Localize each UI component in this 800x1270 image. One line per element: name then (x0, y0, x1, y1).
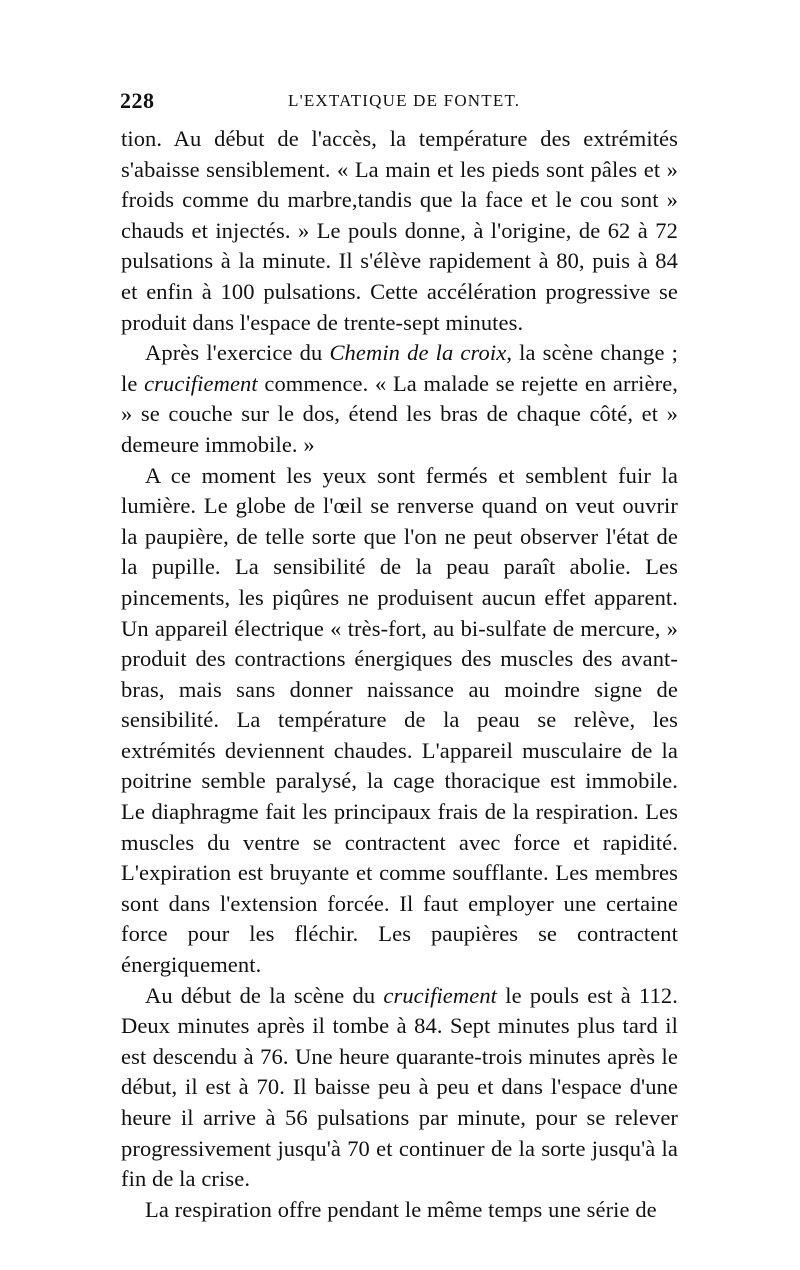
text-run: Au début de la scène du (145, 982, 384, 1008)
text-run: , la scène change ; le (121, 340, 678, 396)
text-run: Après l'exercice du (145, 340, 330, 366)
italic-text: Chemin de la croix (329, 340, 507, 366)
text-run: commence. « La malade se rejette en arrière, » se couche sur le dos, étend les bras de chaque côté, et » demeure immobile. » (121, 370, 678, 457)
italic-text: crucifiement (144, 370, 258, 396)
paragraph (121, 461, 678, 981)
text-run: A ce moment les yeux sont fermés et semblent fuir la lumière. Le globe de l'œil se renverse quand on veut ouvrir la paupière, de telle sorte que l'on ne peut observer l'état de la pupille. La sensibilité de la peau paraît abolie. Les pincements, les piqûres ne produisent aucun effet apparent. Un appareil électrique « très-fort, au bi-sulfate de mercure, » produit des contractions énergiques des muscles des avant-bras, mais sans donner naissance au moindre signe de sensibilité. La température de la peau se relève, les extrémités deviennent chaudes. L'appareil musculaire de la poitrine semble paralysé, la cage thoracique est immobile. Le diaphragme fait les principaux frais de la respiration. Les muscles du ventre se contractent avec force et rapidité. L'expiration est bruyante et comme soufflante. Les membres sont dans l'extension forcée. Il faut employer une certaine force pour les fléchir. Les paupières se contractent énergiquement. (121, 462, 678, 978)
text-run: tion. Au début de l'accès, la température des extrémités s'abaisse sensiblement. « La main et les pieds sont pâles et » froids comme du marbre,tandis que la face et le cou sont » chauds et injectés. » Le pouls donne, à l'origine, de 62 à 72 pulsations à la minute. Il s'élève rapidement à 80, puis à 84 et enfin à 100 pulsations. Cette accélération progressive se produit dans l'espace de trente-sept minutes. (121, 126, 678, 335)
paragraph (121, 981, 678, 1195)
text-run: La respiration offre pendant le même temps une série de (145, 1196, 657, 1222)
paragraph (121, 338, 678, 460)
body-text (121, 124, 678, 1225)
page-number: 228 (120, 88, 155, 113)
text-run: le pouls est à 112. Deux minutes après il tombe à 84. Sept minutes plus tard il est descendu à 76. Une heure quarante-trois minutes après le début, il est à 70. Il baisse peu à peu et dans l'espace d'une heure il arrive à 56 pulsations par minute, pour se relever progressivement jusqu'à 70 et continuer de la sorte jusqu'à la fin de la crise. (121, 982, 679, 1192)
running-title: L'EXTATIQUE DE FONTET. (288, 91, 521, 110)
page-header (120, 88, 680, 118)
italic-text: crucifiement (383, 982, 498, 1008)
paragraph (121, 1195, 678, 1226)
paragraph (121, 124, 678, 338)
